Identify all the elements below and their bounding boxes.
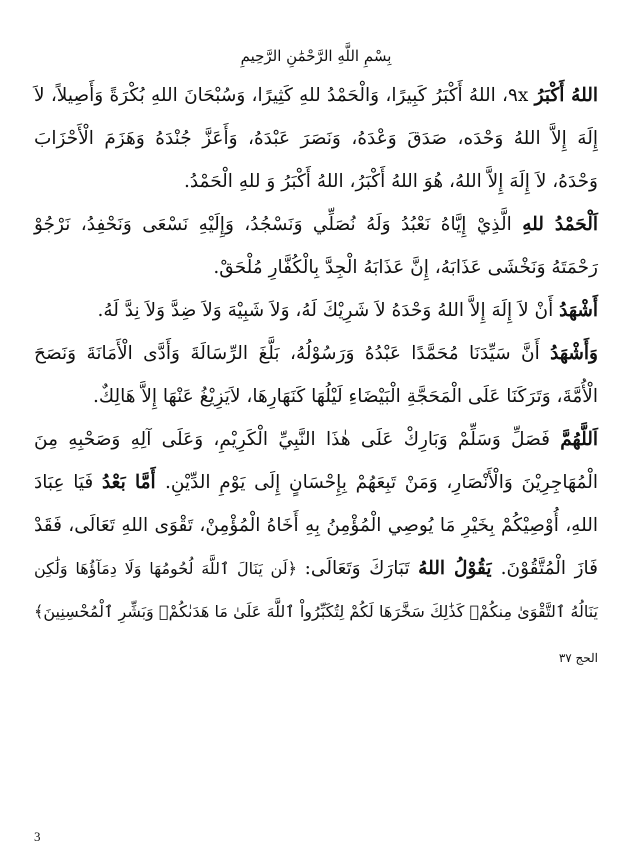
paragraph-lead: أَشْهَدُ [559,300,598,321]
paragraph-salawat [34,418,598,680]
paragraph-text: أَنْ لاَ إِلَهَ إِلاَّ اللهُ وَحْدَهُ لاَ شَرِيْكَ لَهُ، وَلاَ شَبِيْهَ وَلاَ ضِدَّ وَلاَ نِدَّ لَهُ. [97,300,560,321]
paragraph-text: الَّذِيْ إِيَّاهُ نَعْبُدُ وَلَهُ نُصَلِّي وَنَسْجُدُ، وَإِلَيْهِ نَسْعَى وَنَحْفِدُ، نَرْجُوْ رَحْمَتَهُ وَنَخْشَى عَذَابَهُ، إِنَّ عَذَابَهُ الْجِدَّ بِالْكُفَّارِ مُلْحَقْ. [34,214,598,278]
paragraph-text: أَنَّ سَيِّدَنَا مُحَمَّدًا عَبْدُهُ وَرَسُوْلُهُ، بَلَّغَ الرِّسَالَةَ وَأَدَّى الْأَمَانَةَ وَنَصَحَ الْأُمَّةَ، وَتَرَكَنَا عَلَى الْمَحَجَّةِ الْبَيْضَاءِ لَيْلُهَا كَنَهَارِهَا، لاَيَزِيْغُ عَنْهَا إِلاَّ هَالِكٌ. [34,343,598,407]
yaqulu-lead: يَقُوْلُ اللهُ [418,558,501,579]
amma-bad-lead: أَمَّا بَعْدُ [101,472,165,493]
paragraph-shahada-2 [34,332,598,418]
sermon-body [34,74,598,680]
page-number: 3 [34,829,41,844]
paragraph-lead: اَلْحَمْدُ للهِ [522,214,598,235]
paragraph-shahada-1 [34,289,598,332]
paragraph-hamd [34,203,598,289]
verse-reference: الحج ٣٧ [558,651,598,665]
paragraph-lead: اللهُ أَكْبَرُ [534,85,598,106]
paragraph-text-2: فَيَا عِبَادَ اللهِ، أُوْصِيْكُمْ بِخَيْرِ مَا يُوصِي الْمُؤْمِنُ بِهِ أَخَاهُ الْمُؤْمِنْ، تَقْوَى اللهِ تَعَالَى، فَقَدْ فَازَ الْمُتَّقُوْنَ. [34,472,598,579]
paragraph-takbir [34,74,598,203]
basmala-heading: بِسْمِ اللَّهِ الرَّحْمَٰنِ الرَّحِيمِ [240,47,392,65]
paragraph-lead: وَأَشْهَدُ [550,343,598,364]
paragraph-text: ٩x، اللهُ أَكْبَرُ كَبِيرًا، وَالْحَمْدُ للهِ كَثِيرًا، وَسُبْحَانَ اللهِ بُكْرَةً وَأَصِيلاً، لاَ إِلَهَ إِلاَّ اللهُ وَحْدَه، صَدَقَ وَعْدَهُ، وَنَصَرَ عَبْدَهُ، وَأَعَزَّ جُنْدَهُ وَهَزَمَ الْأَحْزَابَ وَحْدَهُ، لاَ إِلَهَ إِلاَّ اللهُ، هُوَ اللهُ أَكْبَرُ، اللهُ أَكْبَرُ وَ للهِ الْحَمْدُ. [34,85,598,192]
paragraph-text: فَصَلِّ وَسَلِّمْ وَبَارِكْ عَلَى هٰذَا النَّبِيِّ الْكَرِيْمِ، وَعَلَى آلِهِ وَصَحْبِهِ مِنَ الْمُهَاجِرِيْنَ وَالْأَنْصَارِ، وَمَنْ تَبِعَهُمْ بِإِحْسَانٍ إِلَى يَوْمِ الدِّيْنِ. [34,429,598,493]
quran-verse: ﴿لَن يَنَالَ ٱللَّهَ لُحُومُهَا وَلَا دِمَآؤُهَا وَلَٰكِن يَنَالُهُ ٱلتَّقْوَىٰ مِنكُمْۚ كَذَٰلِكَ سَخَّرَهَا لَكُمْ لِتُكَبِّرُواْ ٱللَّهَ عَلَىٰ مَا هَدَىٰكُمْۗ وَبَشِّرِ ٱلْمُحْسِنِينَ﴾ [34,559,598,621]
paragraph-text-3: تَبَارَكَ وَتَعَالَى: [304,558,419,579]
paragraph-lead: اَللَّهُمَّ [560,429,598,450]
